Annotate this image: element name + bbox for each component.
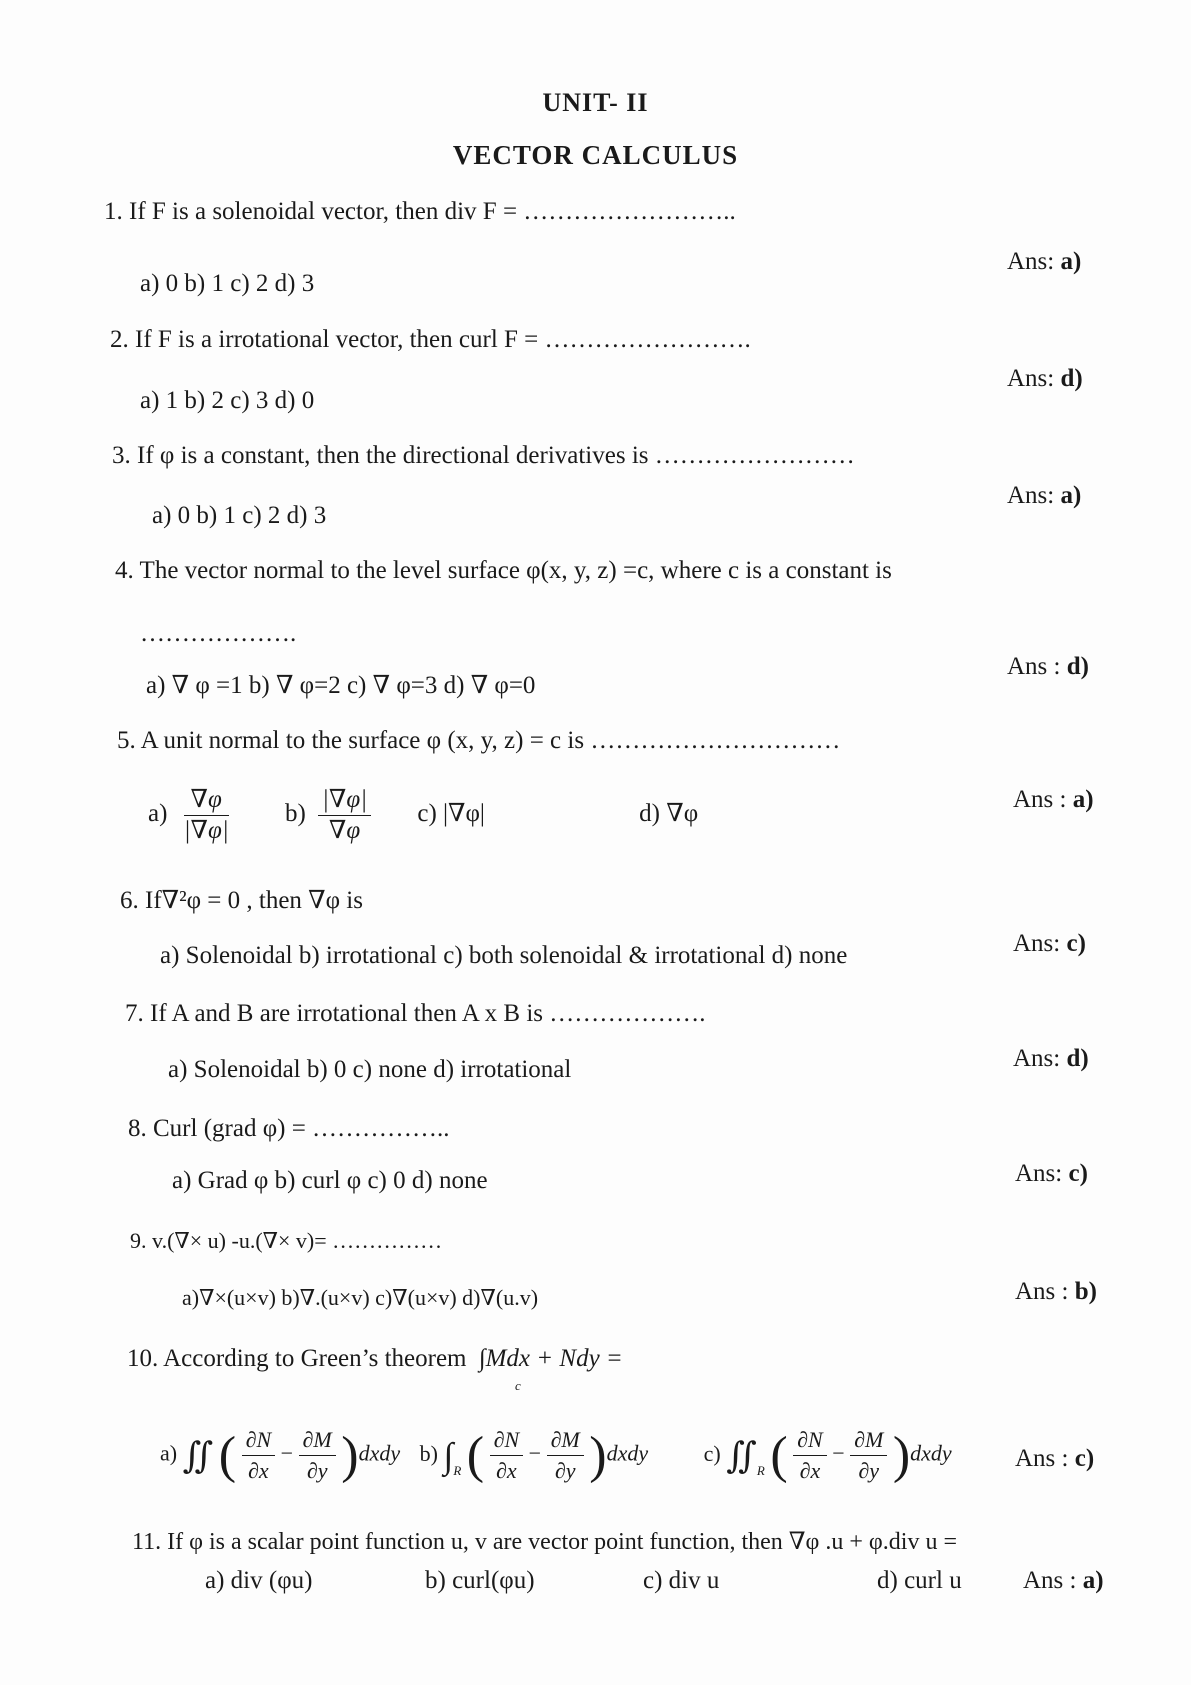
option-b-label: b) [419, 1440, 438, 1466]
question-9-answer [1015, 1278, 1097, 1306]
answer-label: Ans: [1007, 248, 1055, 275]
fraction-dm-dy: $\frac{\partial M}{\partial y}$ [850, 1425, 887, 1486]
fraction-denominator: |∇φ| [183, 817, 229, 844]
question-9-options: a)∇×(u×v) b)∇.(u×v) c)∇(u×v) d)∇(u.v) [182, 1285, 539, 1310]
question-11: 11. If φ is a scalar point function u, v are vector point function, then ∇φ .u + φ.div u = [132, 1529, 957, 1555]
fraction-dm-dy: $\frac{\partial M}{\partial y}$ [299, 1425, 336, 1486]
question-11-option-c: c) div u [643, 1567, 720, 1594]
question-6-answer [1013, 930, 1086, 958]
question-2-options: a) 1 b) 2 c) 3 d) 0 [140, 387, 315, 414]
question-4: 4. The vector normal to the level surface φ(x, y, z) =c, where c is a constant is [115, 557, 892, 584]
answer-label: Ans : [1013, 786, 1067, 813]
single-integral: ∫ [443, 1435, 454, 1476]
option-d: d) ∇φ [639, 800, 699, 828]
page-heading: VECTOR CALCULUS [452, 140, 739, 170]
double-integral: ∬ [182, 1435, 214, 1476]
double-integral: ∬ [726, 1435, 757, 1476]
answer-value: a) [1072, 786, 1094, 813]
answer-value: c) [1066, 930, 1086, 957]
question-7-answer [1013, 1045, 1089, 1073]
answer-value: a) [1060, 482, 1082, 509]
unit-title: UNIT- II [542, 88, 649, 117]
answer-value: c) [1068, 1160, 1088, 1187]
answer-label: Ans: [1013, 930, 1061, 957]
fraction-dm-dy: $\frac{\partial M}{\partial y}$ [547, 1425, 584, 1486]
question-11-answer [1023, 1567, 1104, 1595]
answer-value: c) [1074, 1445, 1095, 1472]
option-a-label: a) [148, 800, 168, 828]
fraction-numerator: ∇φ [184, 785, 229, 816]
answer-label: Ans: [1007, 482, 1055, 509]
answer-value: a) [1082, 1567, 1104, 1594]
answer-value: a) [1060, 248, 1082, 275]
question-2-answer [1007, 365, 1083, 393]
question-11-option-b: b) curl(φu) [425, 1567, 535, 1594]
question-9: 9. v.(∇× u) -u.(∇× v)= …………… [130, 1228, 443, 1253]
fraction-denominator: ∇φ [328, 817, 361, 844]
option-c-label: c) [703, 1440, 721, 1466]
answer-label: Ans: [1007, 365, 1055, 392]
question-11-option-a: a) div (φu) [205, 1567, 313, 1594]
question-10-text: 10. According to Green’s theorem [127, 1345, 467, 1372]
answer-value: d) [1066, 653, 1089, 680]
question-1: 1. If F is a solenoidal vector, then div F = …………………….. [104, 198, 736, 225]
fraction-dn-dx: $\frac{\partial N}{\partial x}$ [242, 1425, 276, 1486]
question-10 [127, 1345, 623, 1373]
option-c: c) |∇φ| [417, 800, 485, 828]
question-7: 7. If A and B are irrotational then A x B is ………………. [125, 1000, 706, 1027]
question-4-blank: ………………. [140, 620, 297, 647]
fraction-dn-dx: $\frac{\partial N}{\partial x}$ [793, 1425, 827, 1486]
question-6-options: a) Solenoidal b) irrotational c) both solenoidal & irrotational d) none [160, 942, 848, 969]
question-1-answer [1007, 248, 1081, 276]
question-8-options: a) Grad φ b) curl φ c) 0 d) none [172, 1167, 488, 1194]
contour-subscript: c [515, 1378, 521, 1393]
answer-label: Ans : [1015, 1278, 1069, 1305]
question-3-answer [1007, 482, 1081, 510]
answer-value: b) [1074, 1278, 1097, 1305]
question-5: 5. A unit normal to the surface φ (x, y, z) = c is ………………………… [117, 727, 841, 754]
question-4-options: a) ∇ φ =1 b) ∇ φ=2 c) ∇ φ=3 d) ∇ φ=0 [146, 672, 536, 699]
question-8: 8. Curl (grad φ) = …………….. [128, 1115, 450, 1142]
question-7-options: a) Solenoidal b) 0 c) none d) irrotational [168, 1056, 572, 1083]
question-3-options: a) 0 b) 1 c) 2 d) 3 [152, 502, 327, 529]
question-3: 3. If φ is a constant, then the directional derivatives is …………………… [112, 442, 855, 469]
question-10-answer [1015, 1445, 1094, 1473]
option-b-label: b) [284, 800, 306, 828]
option-a-fraction [184, 785, 229, 846]
answer-label: Ans: [1015, 1160, 1063, 1187]
question-4-answer [1007, 653, 1089, 681]
question-1-options: a) 0 b) 1 c) 2 d) 3 [140, 270, 315, 297]
answer-label: Ans: [1013, 1045, 1061, 1072]
fraction-numerator: |∇φ| [318, 785, 371, 816]
answer-label: Ans : [1023, 1567, 1077, 1594]
answer-label: Ans : [1007, 653, 1061, 680]
answer-label: Ans : [1015, 1445, 1069, 1472]
question-5-answer [1013, 786, 1094, 814]
question-2: 2. If F is a irrotational vector, then curl F = ……………………. [110, 326, 751, 353]
question-10-options: a) ∬ ( $\frac{\partial N}{\partial x}$ − $\frac{\partial M}{\partial y}$ )dxdy b) $\int_R$ ( $\frac{\partial N}{\partial x}$ − $\frac{\partial M}{\partial y}$ )dxdy c) $∬_R$ ( $\frac{\partial N}{\partial x}$ − $\frac{\partial M}{\partial y}$ )dxdy [160, 1427, 952, 1484]
line-integral: ∫Mdx + Ndy = [478, 1345, 623, 1372]
answer-value: d) [1060, 365, 1083, 392]
fraction-dn-dx: $\frac{\partial N}{\partial x}$ [490, 1425, 524, 1486]
question-11-option-d: d) curl u [877, 1567, 962, 1594]
option-b-fraction [318, 785, 371, 846]
question-8-answer [1015, 1160, 1088, 1188]
answer-value: d) [1066, 1045, 1089, 1072]
question-5-options [148, 785, 698, 846]
option-a-label: a) [160, 1440, 178, 1466]
question-6: 6. If∇²φ = 0 , then ∇φ is [120, 887, 363, 914]
